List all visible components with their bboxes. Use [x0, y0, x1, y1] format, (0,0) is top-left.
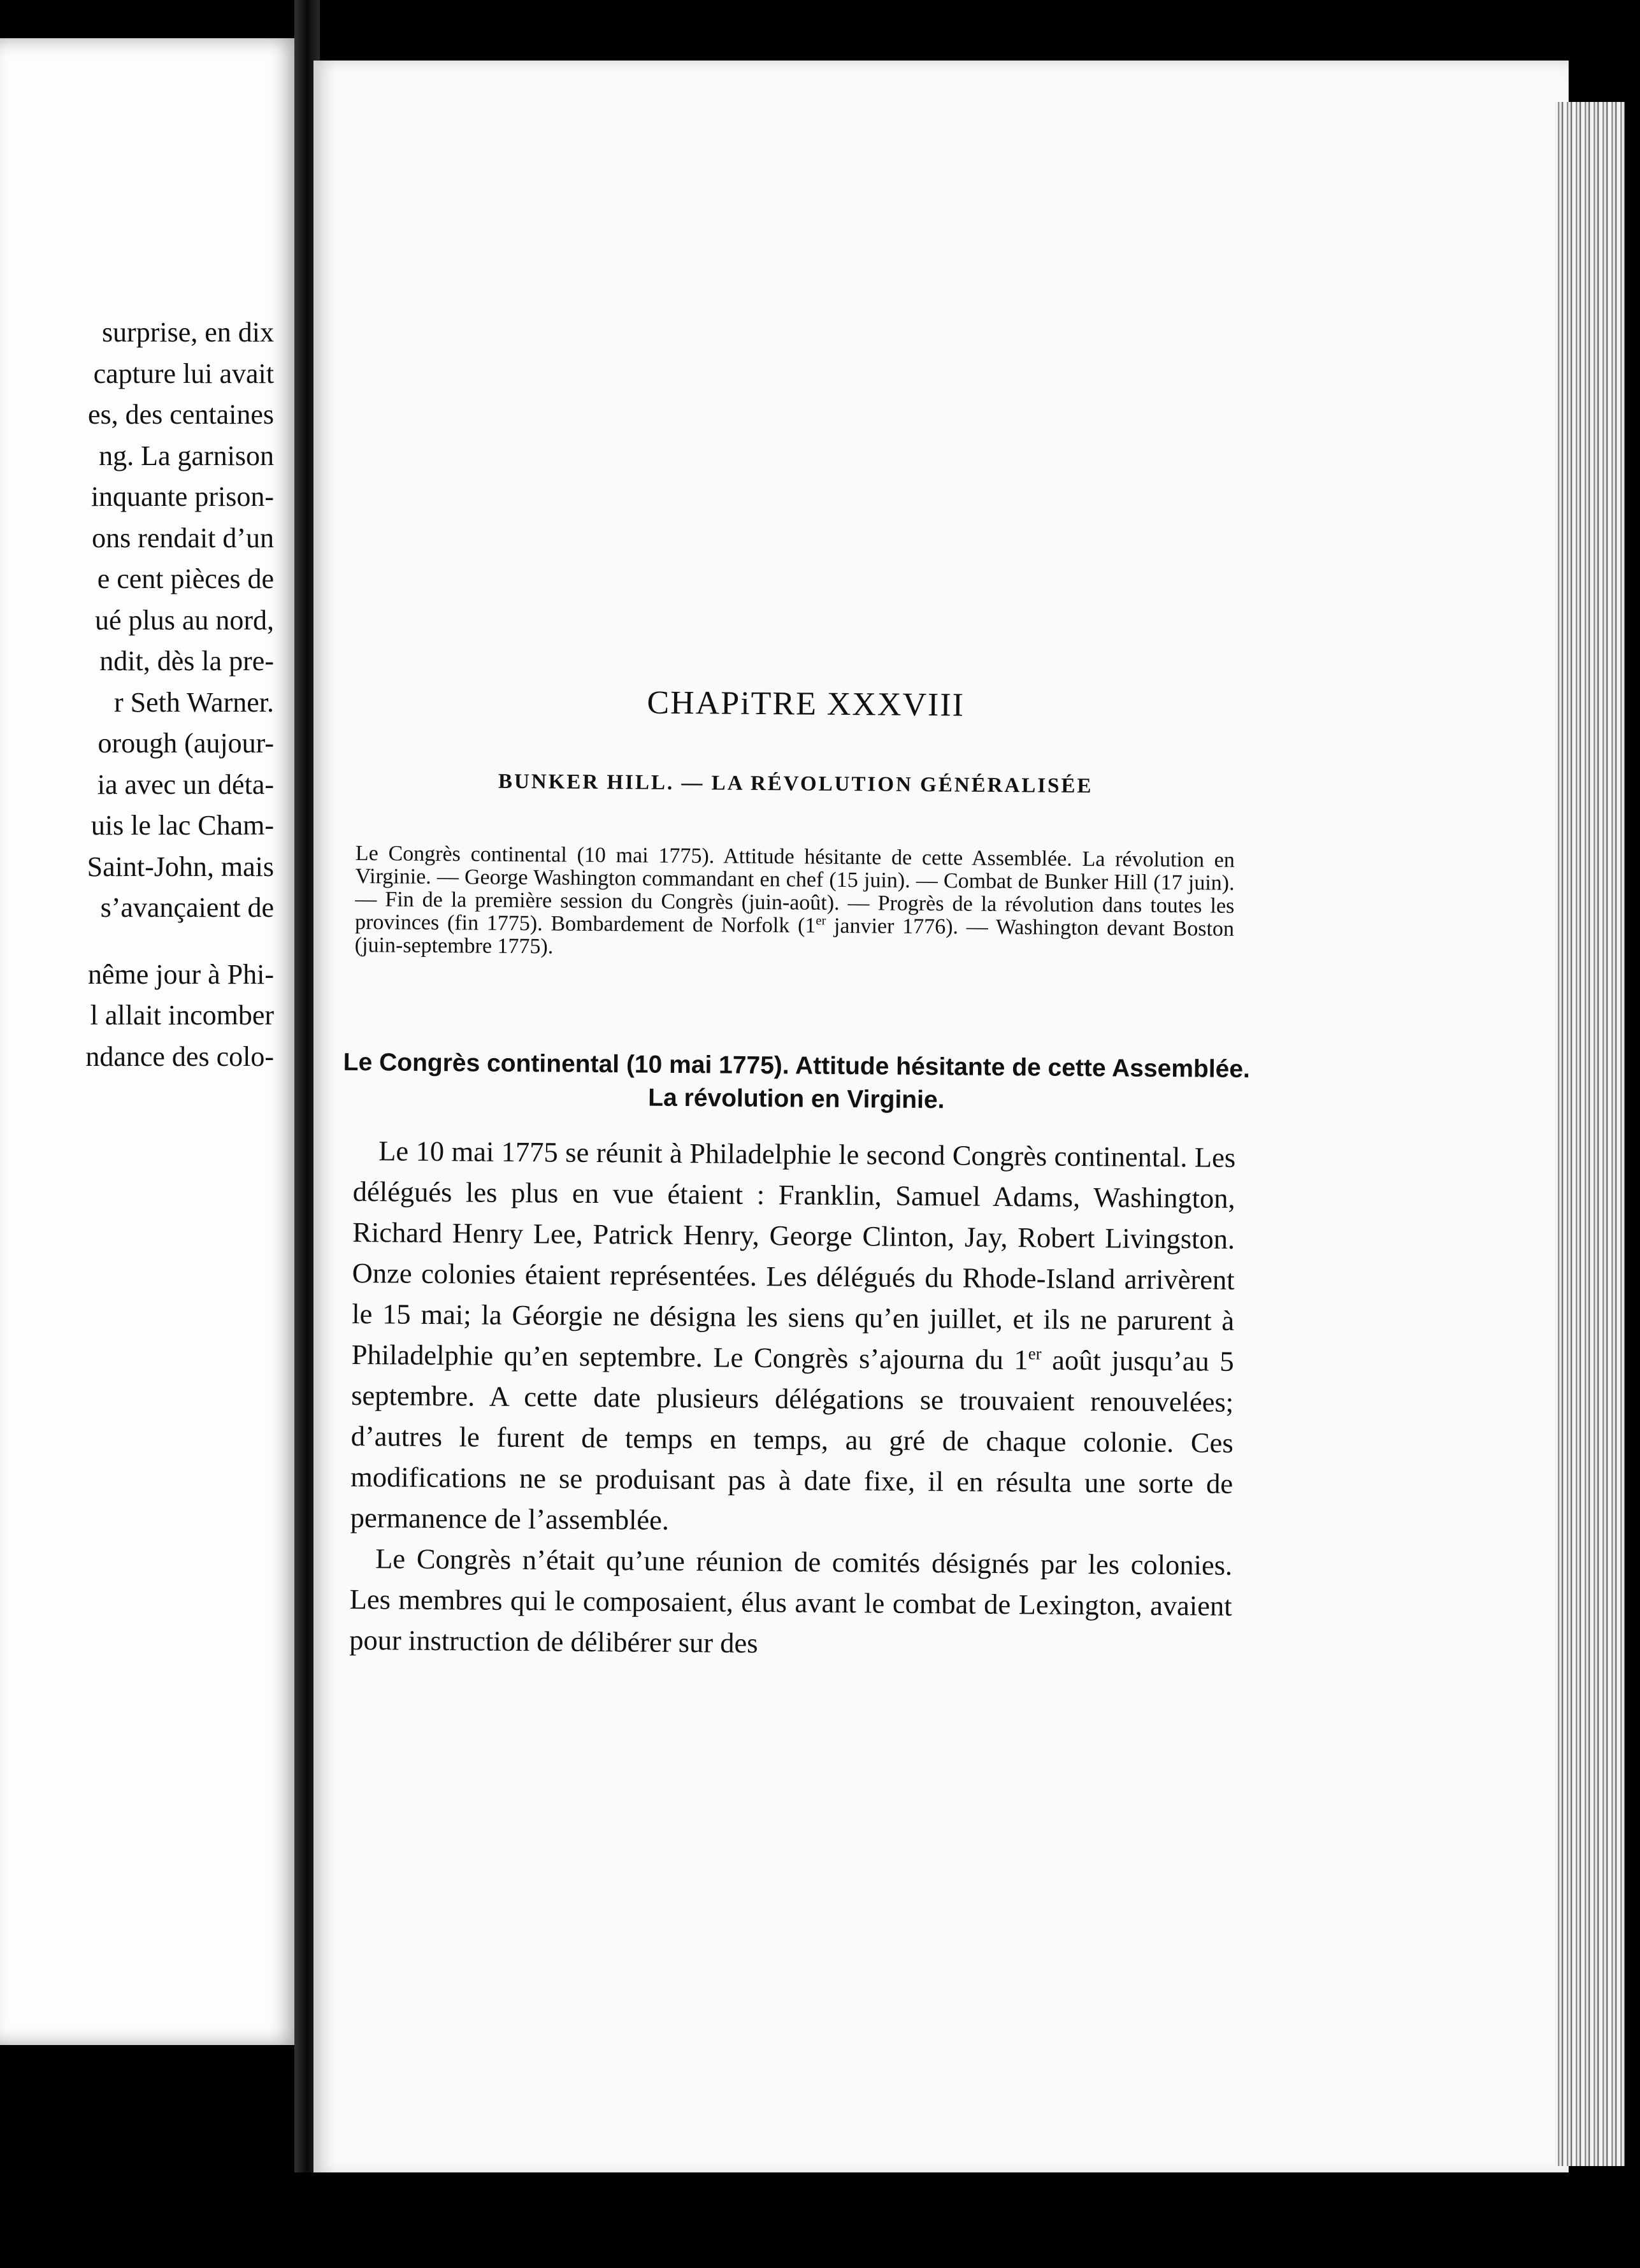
- left-line: ué plus au nord,: [94, 604, 274, 636]
- summary-text: Le Congrès continental (10 mai 1775). Attitude hésitante de cette Assemblée. La révolution en Virginie. — George Washington commandant en chef (15 juin). — Combat de Bunker Hill (17 juin). — Fin de la première session du Congrès (juin-août). — Progrès de la révolution dans toutes les provinces (fin 1775). Bombardement de Norfolk (1: [354, 841, 1235, 938]
- chapter-summary: [355, 842, 1235, 964]
- left-line: l allait incomber: [90, 1000, 274, 1031]
- right-page-content: [343, 682, 1251, 1667]
- paragraph-superscript: er: [1028, 1344, 1042, 1363]
- left-line: nême jour à Phi-: [87, 958, 274, 990]
- left-line: ndit, dès la pre-: [99, 645, 274, 677]
- scan-border: [274, 2172, 1640, 2268]
- section-heading: Le Congrès continental (10 mai 1775). Attitude hésitante de cette Assemblée. La révolution en Virginie.: [343, 1048, 1251, 1114]
- body-text: [349, 1130, 1235, 1667]
- left-line: es, des centaines: [88, 399, 274, 430]
- paragraph: Le Congrès n’était qu’une réunion de comités désignés par les colonies. Les membres qui le composaient, élus avant le combat de Lexington, avaient pour instruction de délibérer sur des: [349, 1542, 1233, 1659]
- paragraph-text: août jusqu’au 5 septembre. A cette date plusieurs délégations se trouvaient renouvelées; d’autres le furent de temps en temps, au gré de chaque colonie. Ces modifications ne se produisant pas à date fixe, il en résulta une sorte de permanence de l’assemblée.: [350, 1344, 1234, 1536]
- paragraph-gap: [0, 929, 274, 954]
- left-line: r Seth Warner.: [113, 686, 274, 718]
- left-page-text: [0, 312, 274, 1077]
- left-line: inquante prison-: [90, 481, 274, 512]
- left-line: uis le lac Cham-: [90, 810, 274, 841]
- left-line: ons rendait d’un: [92, 522, 274, 554]
- chapter-title: CHAPiTRE XXXVIII: [647, 684, 965, 724]
- summary-superscript: er: [816, 914, 826, 928]
- left-line: surprise, en dix: [101, 317, 274, 348]
- page-edges: [1555, 102, 1625, 2166]
- paragraph-text: Le 10 mai 1775 se réunit à Philadelphie le second Congrès continental. Les délégués les plus en vue étaient : Franklin, Samuel Adams, Washington, Richard Henry Lee, Patrick Henry, George Clinton, Jay, Robert Livingston. Onze colonies étaient représentées. Les délégués du Rhode-Island arrivèrent le 15 mai; la Géorgie ne désigna les siens qu’en juillet, et ils ne parurent à Philadelphie qu’en septembre. Le Congrès s’ajourna du 1: [351, 1135, 1236, 1376]
- left-line: e cent pièces de: [97, 563, 274, 594]
- left-line: ia avec un déta-: [97, 768, 274, 800]
- left-line: capture lui avait: [93, 357, 274, 389]
- left-line: s’avançaient de: [100, 892, 274, 923]
- summary-text: janvier 1776). — Washington devant Boston (juin-septembre 1775).: [354, 914, 1235, 959]
- left-page: [0, 38, 299, 2045]
- left-line: orough (aujour-: [97, 728, 274, 759]
- paragraph: [350, 1130, 1235, 1545]
- chapter-subtitle: BUNKER HILL. — LA RÉVOLUTION GÉNÉRALISÉE: [498, 770, 1093, 798]
- left-line: Saint-John, mais: [87, 850, 274, 882]
- left-line: ndance des colo-: [85, 1040, 274, 1072]
- left-line: ng. La garnison: [99, 440, 274, 471]
